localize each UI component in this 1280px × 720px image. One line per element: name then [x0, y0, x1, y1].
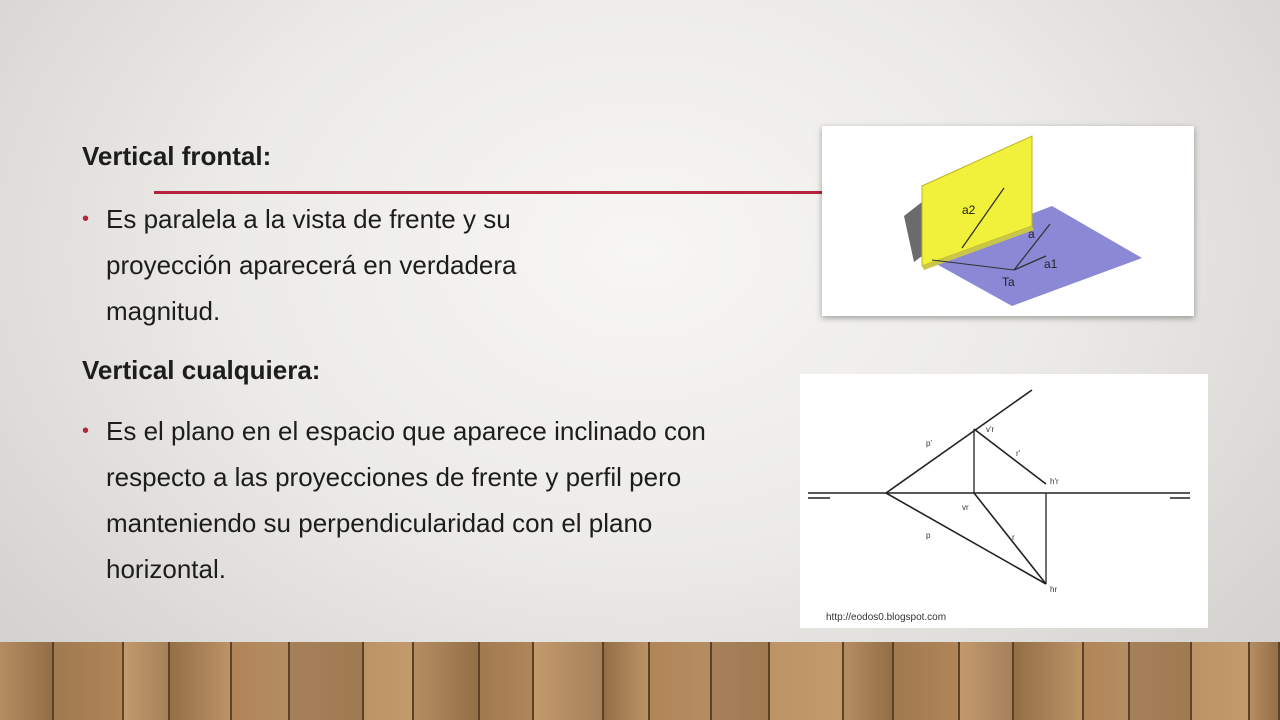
accent-rule [154, 191, 822, 194]
line-r [974, 493, 1046, 584]
floor-plank [124, 642, 170, 720]
floor-plank [1250, 642, 1280, 720]
floor-plank [290, 642, 364, 720]
floor-plank [1014, 642, 1084, 720]
label-hr-prime: h'r [1050, 477, 1059, 486]
projection-diagram-svg [800, 374, 1208, 628]
label-p-prime: p' [926, 439, 932, 448]
label-ta: Ta [1002, 275, 1015, 289]
plane-illustration-svg [822, 126, 1194, 316]
wooden-floor [0, 642, 1280, 720]
floor-plank [770, 642, 844, 720]
bullet-glyph: • [82, 208, 90, 230]
floor-plank [894, 642, 960, 720]
floor-plank [650, 642, 712, 720]
floor-plank [960, 642, 1014, 720]
image-credit: http://eodos0.blogspot.com [826, 612, 947, 623]
label-hr: hr [1050, 585, 1058, 594]
label-vr-prime: v'r [986, 425, 995, 434]
floor-plank [844, 642, 894, 720]
floor-plank [414, 642, 480, 720]
projection-diagram-image [800, 374, 1208, 628]
floor-plank [232, 642, 290, 720]
trace-pv [886, 390, 1032, 493]
floor-plank [170, 642, 232, 720]
label-a2: a2 [962, 203, 976, 217]
line-r-prime [974, 429, 1046, 484]
label-r-prime: r' [1016, 449, 1021, 458]
floor-plank [1192, 642, 1250, 720]
floor-plank [1130, 642, 1192, 720]
bullet-cualquiera-text: Es el plano en el espacio que aparece inclinado con respecto a las proyecciones de frente y perfil pero manteniendo su perpendicularidad con el plano horizontal. [106, 416, 706, 584]
floor-plank [712, 642, 770, 720]
floor-plank [0, 642, 54, 720]
bullet-frontal-text: Es paralela a la vista de frente y su proyección aparecerá en verdadera magnitud. [106, 204, 517, 326]
label-vr: vr [962, 503, 969, 512]
label-a: a [1028, 227, 1035, 241]
heading-vertical-cualquiera: Vertical cualquiera: [82, 355, 321, 385]
floor-plank [364, 642, 414, 720]
plane-shadow [904, 202, 922, 262]
bullet-glyph: • [82, 420, 90, 442]
floor-plank [54, 642, 124, 720]
plane-illustration-image [822, 126, 1194, 316]
floor-plank [480, 642, 534, 720]
label-a1: a1 [1044, 257, 1058, 271]
floor-plank [604, 642, 650, 720]
label-r: r [1012, 533, 1015, 542]
floor-plank [534, 642, 604, 720]
floor-plank [1084, 642, 1130, 720]
label-p: p [926, 531, 931, 540]
heading-vertical-frontal: Vertical frontal: [82, 141, 272, 171]
